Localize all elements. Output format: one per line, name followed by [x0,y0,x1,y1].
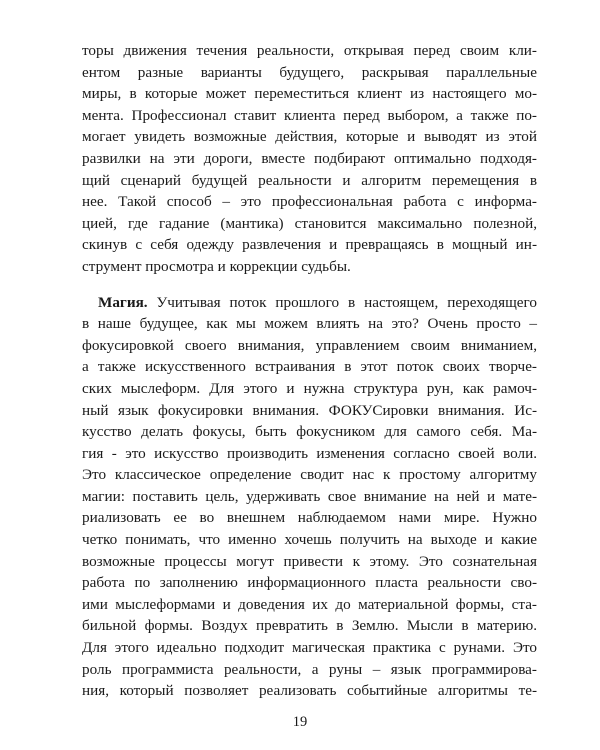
text-line: ния, который позволяет реализовать событийные алгоритмы те- [82,682,537,700]
text-line: гия - это искусство производить изменения согласно своей воли. [82,444,537,462]
text-line: щий сценарий будущей реальности и алгоритм перемещения в [82,171,537,189]
text-line: роль программиста реальности, а руны – язык программирова- [82,660,537,678]
text-line: ный язык фокусировки внимания. ФОКУСировки внимания. Ис- [82,401,537,419]
text-line: фокусировкой своего внимания, управлением своим вниманием, [82,336,537,354]
text-line: развилки на эти дороги, вместе подбирают оптимально подходя- [82,149,537,167]
page-body [82,40,537,702]
text-line: возможные процессы могут привести к этому. Это сознательная [82,552,537,570]
text-line-first [82,292,537,314]
text-line: а также искусственного встраивания в этот поток своих творче- [82,358,537,376]
text-line: бильной формы. Воздух превратить в Землю. Мысли в материю. [82,617,537,635]
text-line: ентом разные варианты будущего, раскрывая параллельные [82,63,537,81]
text-line: цией, где гадание (мантика) становится максимально полезной, [82,214,537,232]
section-heading-magic: Магия. [98,293,148,311]
text-line: ских мыслеформ. Для этого и нужна структура рун, как рамоч- [82,379,537,397]
text-line: могает увидеть возможные действия, которые и выводят из этой [82,128,537,146]
paragraph-2 [82,292,537,702]
page-number: 19 [292,714,308,730]
text-line: струмент просмотра и коррекции судьбы. [82,257,351,275]
text-line: Это классическое определение сводит нас к простому алгоритму [82,466,537,484]
text-line: кусство делать фокусы, быть фокусником для самого себя. Ма- [82,423,537,441]
text-line: торы движения течения реальности, открывая перед своим кли- [82,42,537,59]
text-line: в наше будущее, как мы можем влиять на это? Очень просто – [82,315,537,333]
text-line: миры, в которые может переместиться клиент из настоящего мо- [82,85,537,103]
text-line: ими мыслеформами и доведения их до материальной формы, ста- [82,595,537,613]
text-line: нее. Такой способ – это профессиональная работа с информа- [82,193,537,211]
text-line: мента. Профессионал ставит клиента перед выбором, а также по- [82,106,537,124]
text-line: работа по заполнению информационного пласта реальности сво- [82,574,537,592]
text-line: риализовать ее во внешнем наблюдаемом нами мире. Нужно [82,509,537,527]
paragraph-1 [82,40,537,278]
text-line: Для этого идеально подходит магическая практика с рунами. Это [82,639,537,657]
text-line: скинув с себя одежду развлечения и превращаясь в мощный ин- [82,236,537,254]
paragraph-spacer [82,278,537,292]
text-line: четко понимать, что именно хочешь получить на выходе и какие [82,531,537,549]
text-line: магии: поставить цель, удерживать свое внимание на ней и мате- [82,487,537,505]
text-fragment: Учитывая поток прошлого в настоящем, переходящего [147,293,537,311]
